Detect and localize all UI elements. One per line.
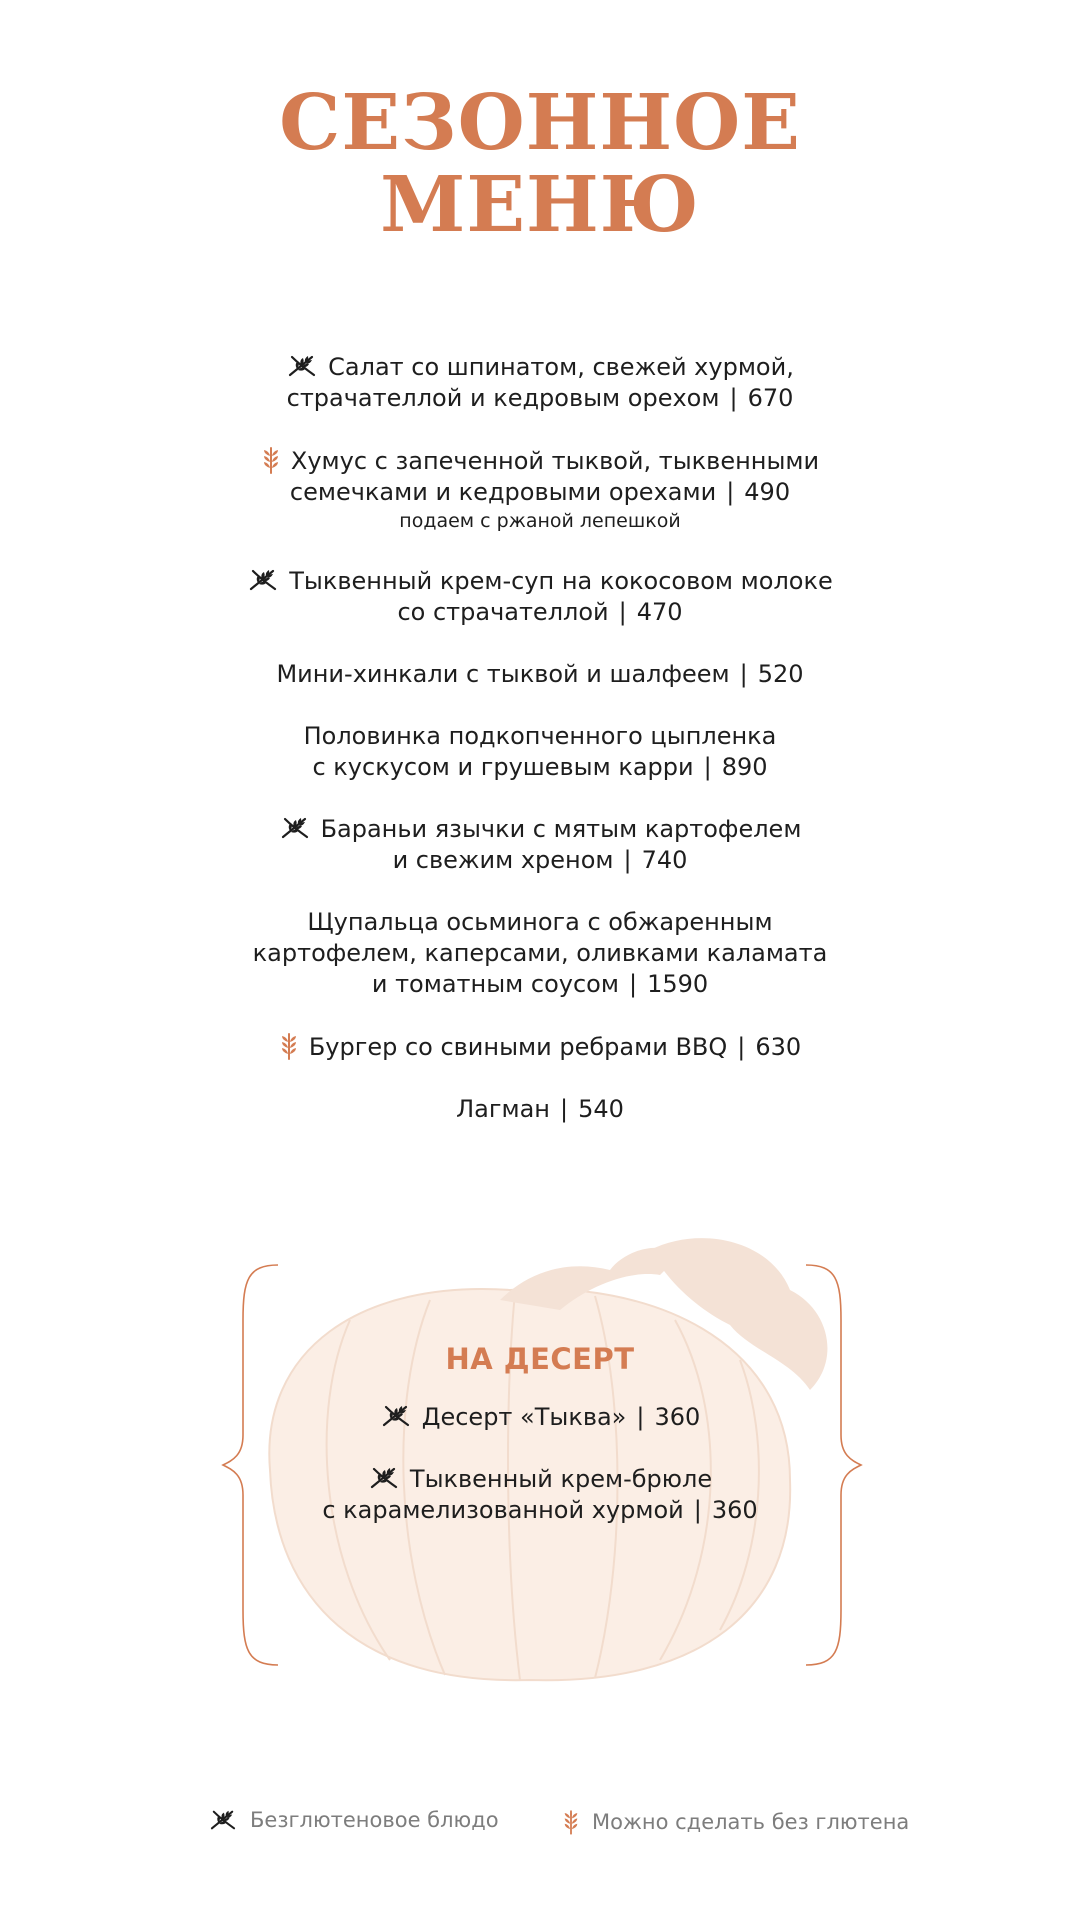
menu-item <box>0 907 1080 1000</box>
price-separator: | <box>703 753 712 781</box>
menu-item-price: 490 <box>744 478 791 506</box>
dessert-item <box>0 1402 1080 1433</box>
legend <box>0 1808 1080 1848</box>
menu-item-price: 670 <box>747 384 794 412</box>
title-line-2: МЕНЮ <box>380 160 700 250</box>
wheat-icon <box>261 445 281 475</box>
menu-item <box>0 352 1080 414</box>
menu-item-price: 540 <box>578 1095 624 1123</box>
price-separator: | <box>559 1095 569 1123</box>
page-title <box>0 78 1080 250</box>
legend-gluten-free-label: Безглютеновое блюдо <box>250 1808 499 1832</box>
title-line-1: СЕЗОННОЕ <box>279 78 801 168</box>
gluten-free-icon <box>380 1403 412 1429</box>
menu-item-name: Салат со шпинатом, свежей хурмой, <box>328 353 794 381</box>
menu-item-price: 630 <box>755 1033 802 1061</box>
legend-can-be-gluten-free <box>562 1808 909 1836</box>
menu-item <box>0 566 1080 628</box>
dessert-item <box>0 1464 1080 1526</box>
price-separator: | <box>623 846 632 874</box>
legend-can-be-gluten-free-label: Можно сделать без глютена <box>592 1810 910 1834</box>
menu-item-price: 520 <box>757 660 804 688</box>
price-separator: | <box>726 478 735 506</box>
menu-item <box>0 659 1080 690</box>
menu-item-name: Бургер со свиными ребрами BBQ <box>308 1033 728 1061</box>
menu-item-name: Бараньи язычки с мятым картофелем <box>320 815 802 843</box>
dessert-item-price: 360 <box>711 1496 758 1524</box>
menu-item-name-cont: и свежим хреном <box>392 846 614 874</box>
menu-item-name-cont: картофелем, каперсами, оливками каламата <box>252 939 828 967</box>
menu-item-name: Хумус с запеченной тыквой, тыквенными <box>290 447 820 475</box>
menu-item-name-cont: с кускусом и грушевым карри <box>312 753 694 781</box>
menu-item-price: 890 <box>721 753 768 781</box>
price-separator: | <box>693 1496 702 1524</box>
dessert-item-name: Десерт «Тыква» <box>421 1403 627 1431</box>
price-separator: | <box>628 970 638 998</box>
menu-item-name: Половинка подкопченного цыпленка <box>303 722 777 750</box>
dessert-item-price: 360 <box>654 1403 701 1431</box>
dessert-section <box>0 1230 1080 1710</box>
menu-item-name: Щупальца осьминога с обжаренным <box>307 908 773 936</box>
menu-item-price: 740 <box>641 846 688 874</box>
menu-item <box>0 1094 1080 1125</box>
menu-item-name: Тыквенный крем-суп на кокосовом молоке <box>289 567 833 595</box>
menu-item <box>0 1031 1080 1063</box>
gluten-free-icon <box>247 567 279 593</box>
menu-item <box>0 445 1080 535</box>
menu-item-price: 470 <box>636 598 683 626</box>
menu-item-name: Лагман <box>456 1095 550 1123</box>
menu-item-name-cont: страчателлой и кедровым орехом <box>286 384 720 412</box>
gluten-free-icon <box>279 815 311 841</box>
menu-list <box>0 352 1080 1156</box>
wheat-icon <box>562 1808 580 1836</box>
legend-gluten-free <box>208 1808 499 1832</box>
menu-item-name: Мини-хинкали с тыквой и шалфеем <box>276 660 730 688</box>
price-separator: | <box>618 598 627 626</box>
menu-item <box>0 721 1080 783</box>
gluten-free-icon <box>286 353 318 379</box>
menu-item-price: 1590 <box>647 970 709 998</box>
gluten-free-icon <box>208 1808 238 1832</box>
menu-item-name-cont: со страчателлой <box>397 598 609 626</box>
menu-item-name-cont: и томатным соусом <box>371 970 619 998</box>
price-separator: | <box>737 1033 746 1061</box>
price-separator: | <box>739 660 748 688</box>
menu-item <box>0 814 1080 876</box>
dessert-list <box>0 1402 1080 1557</box>
dessert-item-name-cont: с карамелизованной хурмой <box>322 1496 684 1524</box>
dessert-item-name: Тыквенный крем-брюле <box>409 1465 713 1493</box>
gluten-free-icon <box>368 1465 400 1491</box>
dessert-heading: НА ДЕСЕРТ <box>445 1342 635 1376</box>
menu-item-note: подаем с ржаной лепешкой <box>399 510 681 532</box>
menu-item-name-cont: семечками и кедровыми орехами <box>289 478 717 506</box>
price-separator: | <box>636 1403 645 1431</box>
price-separator: | <box>729 384 738 412</box>
wheat-icon <box>279 1031 299 1061</box>
